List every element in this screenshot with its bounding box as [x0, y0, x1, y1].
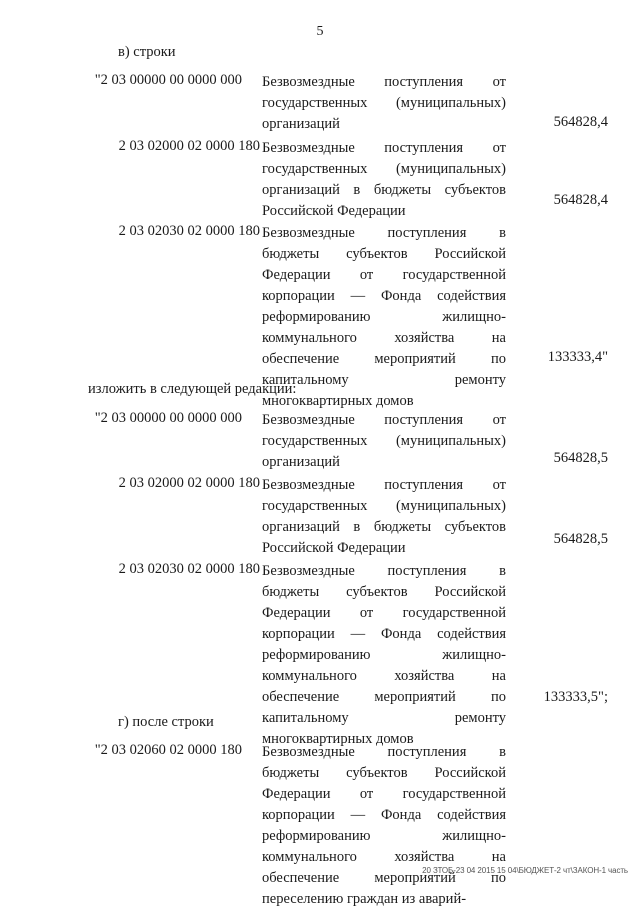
new-row-1: [0, 410, 640, 470]
budget-code: 2 03 02030 02 0000 180: [118, 223, 260, 239]
budget-description: Безвозмездные поступления от государственных (муниципальных) организаций в бюджеты субъектов Российской Федерации: [262, 140, 506, 219]
budget-description: Безвозмездные поступления от государственных (муниципальных) организаций: [262, 74, 506, 132]
budget-description: Безвозмездные поступления в бюджеты субъектов Российской Федерации от государственной корпорации — Фонда содействия реформированию жилищно-коммунального хозяйства на обеспечение мероприятий по переселению граждан из аварий-: [262, 744, 506, 907]
budget-amount: 564828,5: [553, 531, 608, 547]
budget-description: Безвозмездные поступления в бюджеты субъектов Российской Федерации от государственной корпорации — Фонда содействия реформированию жилищно-коммунального хозяйства на обеспечение мероприятий по капитальному ремонту многоквартирных домов: [262, 563, 506, 747]
budget-amount: 133333,5";: [543, 689, 608, 705]
page-number: 5: [316, 24, 324, 39]
budget-code: "2 03 00000 00 0000 000: [94, 72, 242, 88]
new-row-2: [0, 475, 640, 556]
budget-description: Безвозмездные поступления в бюджеты субъектов Российской Федерации от государственной корпорации — Фонда содействия реформированию жилищно-коммунального хозяйства на обеспечение мероприятий по капитальному ремонту многоквартирных домов: [262, 225, 506, 409]
intro-g-after-string: г) после строки: [118, 714, 214, 730]
budget-code: 2 03 02000 02 0000 180: [118, 138, 260, 154]
budget-code: "2 03 00000 00 0000 000: [94, 410, 242, 426]
old-row-2: [0, 138, 640, 219]
budget-description: Безвозмездные поступления от государственных (муниципальных) организаций: [262, 412, 506, 470]
budget-amount: 133333,4": [547, 349, 608, 365]
budget-description: Безвозмездные поступления от государственных (муниципальных) организаций в бюджеты субъектов Российской Федерации: [262, 477, 506, 556]
intro-replace: изложить в следующей редакции:: [88, 381, 297, 397]
budget-amount: 564828,4: [553, 192, 608, 208]
document-footer: 20 ЗТОБ-23 04 2015 15 04\БЮДЖЕТ-2 чт\ЗАКОН-1 часть: [422, 866, 628, 875]
budget-code: 2 03 02000 02 0000 180: [118, 475, 260, 491]
old-row-1: [0, 72, 640, 132]
budget-amount: 564828,5: [553, 450, 608, 466]
budget-code: 2 03 02030 02 0000 180: [118, 561, 260, 577]
budget-code: "2 03 02060 02 0000 180: [94, 742, 242, 758]
intro-v-strings: в) строки: [118, 44, 176, 60]
budget-amount: 564828,4: [553, 114, 608, 130]
